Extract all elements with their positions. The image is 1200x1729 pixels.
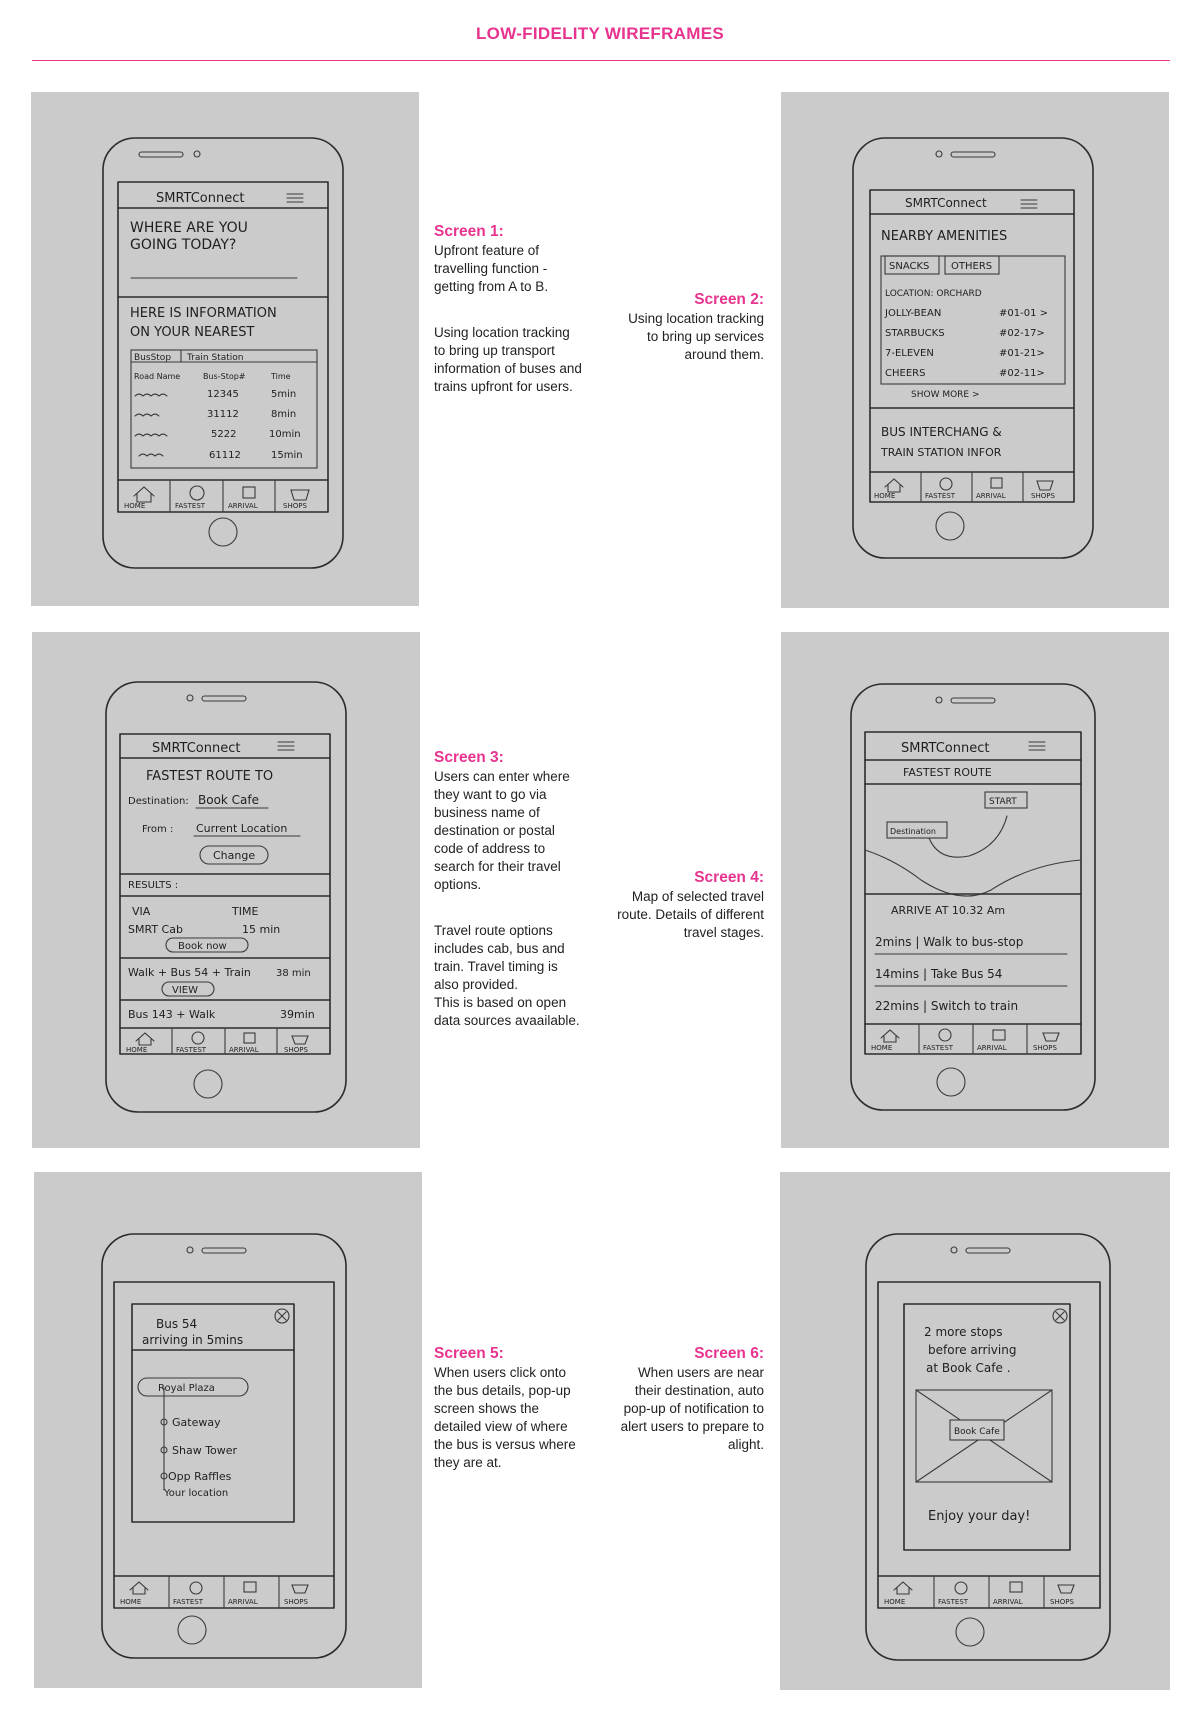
sketch-text: BUS INTERCHANG & — [881, 425, 1002, 439]
nav-fastest: FASTEST — [173, 1598, 204, 1606]
sketch-text: Destination: — [128, 796, 189, 807]
nav-shops: SHOPS — [1050, 1598, 1074, 1606]
sketch-photo-screen-2 — [781, 92, 1169, 608]
nav-fastest: FASTEST — [175, 502, 206, 510]
sketch-text: Book Cafe — [198, 793, 260, 807]
title-divider — [32, 60, 1170, 61]
nav-shops: SHOPS — [284, 1046, 308, 1054]
sketch-text: 10min — [269, 429, 301, 440]
nav-arrival: ARRIVAL — [228, 502, 258, 510]
sketch-brand: SMRTConnect — [156, 191, 245, 206]
sketch-text: SHOW MORE > — [911, 390, 980, 400]
sketch-brand: SMRTConnect — [901, 741, 990, 756]
sketch-text: Change — [213, 849, 256, 862]
sketch-text: WHERE ARE YOU — [130, 220, 248, 236]
nav-home: HOME — [126, 1046, 148, 1054]
nav-fastest: FASTEST — [923, 1044, 954, 1052]
sketch-text: Gateway — [172, 1416, 221, 1429]
caption-screen-3 — [434, 748, 586, 1030]
caption-text: Map of selected travel route. Details of different travel stages. — [617, 889, 764, 940]
sketch-text: #01-21> — [999, 348, 1045, 359]
sketch-text: RESULTS : — [128, 880, 179, 891]
nav-shops: SHOPS — [283, 502, 307, 510]
caption-screen-6 — [614, 1344, 764, 1454]
nav-fastest: FASTEST — [176, 1046, 207, 1054]
sketch-text: before arriving — [928, 1343, 1017, 1357]
sketch-text: #02-11> — [999, 368, 1045, 379]
sketch-text: Time — [271, 372, 291, 381]
sketch-text: SNACKS — [889, 261, 930, 272]
sketch-text: TIME — [232, 905, 259, 918]
sketch-photo-screen-5 — [34, 1172, 422, 1688]
sketch-text: 15min — [271, 450, 303, 461]
sketch-text: Book Cafe — [954, 1427, 1000, 1437]
sketch-text: 12345 — [207, 389, 239, 400]
sketch-text: STARBUCKS — [885, 328, 945, 339]
sketch-text: CHEERS — [885, 368, 926, 379]
nav-fastest: FASTEST — [925, 492, 956, 500]
caption-text: When users click onto the bus details, pop-up screen shows the detailed view of where the bus is versus where they are at. — [434, 1365, 576, 1470]
sketch-text: #02-17> — [999, 328, 1045, 339]
nav-home: HOME — [884, 1598, 906, 1606]
sketch-text: 8min — [271, 409, 297, 420]
sketch-text: TRAIN STATION INFOR — [881, 446, 1002, 459]
sketch-text: From : — [142, 824, 174, 835]
sketch-text: Destination — [890, 827, 936, 836]
nav-arrival: ARRIVAL — [977, 1044, 1007, 1052]
sketch-photo-screen-6 — [780, 1172, 1170, 1690]
nav-arrival: ARRIVAL — [228, 1598, 258, 1606]
nav-fastest: FASTEST — [938, 1598, 969, 1606]
sketch-text: Bus 143 + Walk — [128, 1008, 216, 1021]
caption-heading: Screen 1: — [434, 223, 504, 240]
caption-text: Upfront feature of travelling function - getting from A to B. — [434, 243, 549, 294]
caption-text: Using location tracking to bring up services around them. — [628, 311, 764, 362]
caption-text: Using location tracking to bring up transport information of buses and trains upfront for users. — [434, 325, 582, 394]
sketch-text: arriving in 5mins — [142, 1333, 244, 1347]
sketch-text: Enjoy your day! — [928, 1509, 1031, 1524]
sketch-photo-screen-1 — [31, 92, 419, 606]
caption-heading: Screen 4: — [694, 869, 764, 886]
sketch-text: 5222 — [211, 429, 237, 440]
caption-screen-2 — [614, 290, 764, 364]
caption-text: Travel route options includes cab, bus and train. Travel timing is also provided. — [434, 923, 565, 992]
sketch-text: Your location — [164, 1488, 229, 1499]
sketch-text: 22mins | Switch to train — [875, 999, 1019, 1013]
sketch-text: BusStop — [134, 353, 172, 363]
sketch-brand: SMRTConnect — [905, 196, 987, 210]
sketch-text: 61112 — [209, 450, 241, 461]
sketch-text: VIA — [132, 905, 151, 918]
page-title: LOW-FIDELITY WIREFRAMES — [475, 24, 724, 43]
sketch-text: Royal Plaza — [158, 1383, 215, 1394]
sketch-text: 7-ELEVEN — [885, 348, 934, 359]
sketch-text: Opp Raffles — [168, 1470, 232, 1483]
nav-arrival: ARRIVAL — [229, 1046, 259, 1054]
nav-home: HOME — [874, 492, 896, 500]
nav-home: HOME — [871, 1044, 893, 1052]
caption-heading: Screen 5: — [434, 1345, 504, 1362]
nav-shops: SHOPS — [1031, 492, 1055, 500]
sketch-text: 31112 — [207, 409, 239, 420]
caption-screen-1 — [434, 222, 584, 396]
sketch-text: FASTEST ROUTE — [903, 766, 992, 779]
nav-home: HOME — [120, 1598, 142, 1606]
sketch-text: START — [989, 797, 1017, 807]
sketch-text: OTHERS — [951, 261, 993, 272]
sketch-text: 2mins | Walk to bus-stop — [875, 935, 1024, 949]
sketch-text: Bus 54 — [156, 1317, 198, 1331]
nav-arrival: ARRIVAL — [993, 1598, 1023, 1606]
sketch-text: 14mins | Take Bus 54 — [875, 967, 1003, 981]
sketch-text: LOCATION: ORCHARD — [885, 289, 982, 299]
sketch-text: GOING TODAY? — [130, 237, 237, 253]
caption-text: This is based on open data sources avaailable. — [434, 995, 580, 1028]
sketch-text: Train Station — [187, 353, 244, 363]
sketch-photo-screen-3 — [32, 632, 420, 1148]
nav-shops: SHOPS — [284, 1598, 308, 1606]
sketch-text: SMRT Cab — [128, 923, 183, 936]
caption-screen-4 — [614, 868, 764, 942]
sketch-text: ON YOUR NEAREST — [130, 325, 255, 340]
sketch-text: 39min — [280, 1008, 315, 1021]
sketch-text: 5min — [271, 389, 297, 400]
sketch-text: FASTEST ROUTE TO — [146, 769, 274, 784]
nav-arrival: ARRIVAL — [976, 492, 1006, 500]
sketch-text: Walk + Bus 54 + Train — [128, 966, 251, 979]
caption-screen-5 — [434, 1344, 586, 1472]
nav-shops: SHOPS — [1033, 1044, 1057, 1052]
sketch-text: Book now — [178, 941, 227, 952]
caption-text: When users are near their destination, auto pop-up of notification to alert users to prepare to alight. — [620, 1365, 764, 1452]
sketch-text: Road Name — [134, 372, 181, 381]
sketch-text: HERE IS INFORMATION — [130, 306, 277, 321]
caption-text: Users can enter where they want to go via business name of destination or postal code of address to search for their travel options. — [434, 769, 570, 892]
sketch-text: VIEW — [172, 985, 198, 996]
sketch-text: at Book Cafe . — [926, 1361, 1011, 1375]
sketch-text: 2 more stops — [924, 1325, 1003, 1339]
sketch-photo-screen-4 — [781, 632, 1169, 1148]
sketch-text: Shaw Tower — [172, 1444, 238, 1457]
sketch-text: 38 min — [276, 968, 311, 979]
nav-home: HOME — [124, 502, 146, 510]
sketch-text: Current Location — [196, 822, 288, 835]
sketch-text: NEARBY AMENITIES — [881, 229, 1008, 244]
sketch-text: Bus-Stop# — [203, 372, 246, 381]
caption-heading: Screen 6: — [694, 1345, 764, 1362]
sketch-text: ARRIVE AT 10.32 Am — [891, 904, 1006, 917]
sketch-text: 15 min — [242, 923, 281, 936]
caption-heading: Screen 2: — [694, 291, 764, 308]
sketch-brand: SMRTConnect — [152, 741, 241, 756]
sketch-text: JOLLY-BEAN — [885, 308, 942, 319]
sketch-text: #01-01 > — [999, 308, 1048, 319]
caption-heading: Screen 3: — [434, 749, 504, 766]
